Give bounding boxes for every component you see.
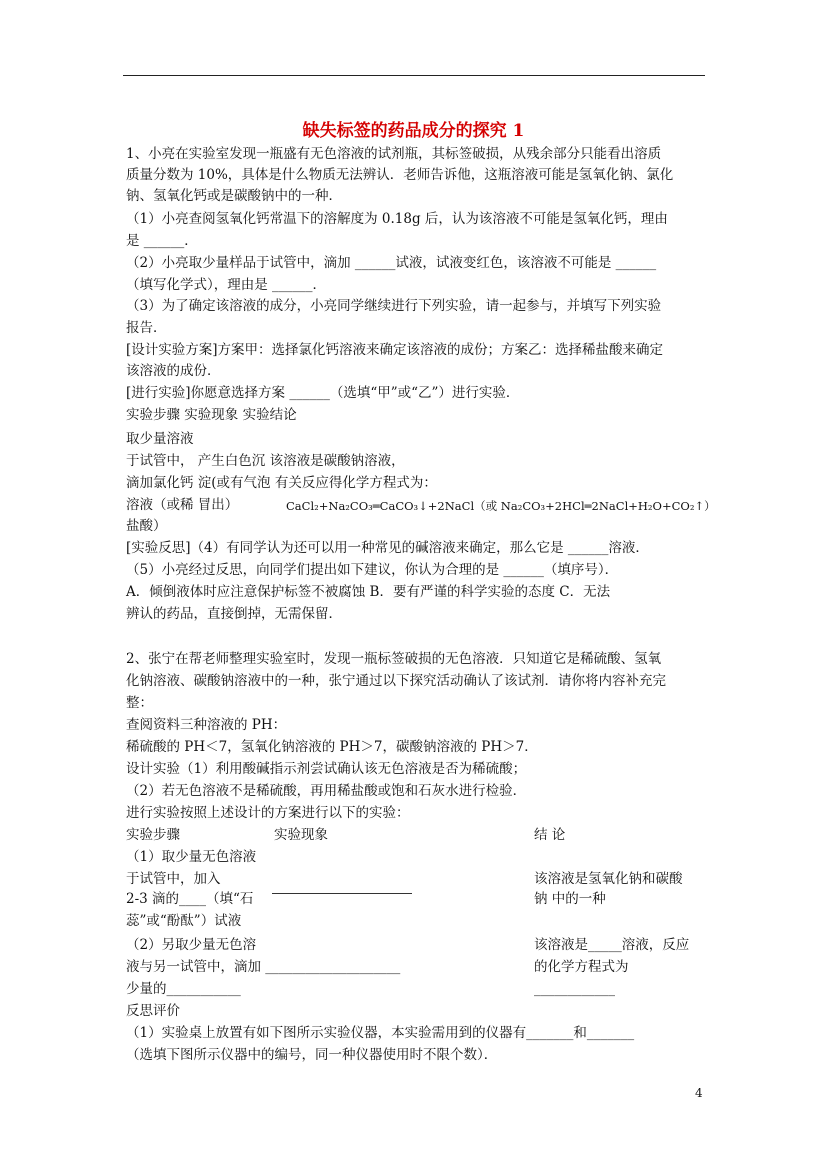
- q2-header-phenomenon: 实验现象: [274, 827, 328, 843]
- q1-line-9: 报告．: [126, 320, 167, 336]
- q2-line-1: 2、张宁在帮老师整理实验室时，发现一瓶标签破损的无色溶液．只知道它是稀硫酸、氢氧: [126, 651, 662, 667]
- q2-header-conclusion: 结 论: [534, 827, 566, 843]
- q1-table-row-5: 盐酸）: [126, 518, 167, 534]
- q1-table-row-3: 滴加氯化钙 淀(或有气泡 有关反应得化学方程式为：: [126, 475, 437, 491]
- q1-line-1: 1、小亮在实验室发现一瓶盛有无色溶液的试剂瓶，其标签破损，从残余部分只能看出溶质: [126, 146, 662, 162]
- q2-line-4: 查阅资料三种溶液的 PH：: [126, 717, 287, 733]
- q1-line-12: [进行实验]你愿意选择方案 ______（选填“甲”或“乙”）进行实验．: [126, 385, 520, 401]
- q2-row2-conclusion-3: ____________: [534, 981, 615, 997]
- page-title: 缺失标签的药品成分的探究 1: [302, 121, 525, 141]
- q2-line-7: （2）若无色溶液不是稀硫酸，再用稀盐酸或饱和石灰水进行检验．: [126, 783, 527, 799]
- q2-row1-b: 于试管中，加入: [126, 871, 221, 887]
- q1-line-7: （填写化学式），理由是 ______．: [126, 277, 327, 293]
- q2-row2-conclusion-1: 该溶液是_____溶液，反应: [534, 937, 690, 953]
- q2-line-2: 化钠溶液、碳酸钠溶液中的一种，张宁通过以下探究活动确认了该试剂．请你将内容补充完: [126, 673, 666, 689]
- q1-table-row-4a: 溶液（或稀 冒出）: [126, 497, 239, 513]
- q2-line-6: 设计实验（1）利用酸碱指示剂尝试确认该无色溶液是否为稀硫酸；: [126, 761, 527, 777]
- q2-row1-d: 蕊”或“酚酞”）试液: [126, 913, 242, 929]
- answer-blank-line: [272, 893, 412, 894]
- q2-row2-c: 少量的___________: [126, 981, 241, 997]
- q2-header-step: 实验步骤: [126, 827, 180, 843]
- q1-line-suggest: （5）小亮经过反思，向同学们提出如下建议，你认为合理的是 ______（填序号）．: [126, 562, 619, 578]
- chemical-equation: CaCl₂+Na₂CO₃═CaCO₃↓+2NaCl（或 Na₂CO₃+2HCl═2NaCl+H₂O+CO₂↑）: [286, 499, 716, 513]
- q1-line-5: 是 ______．: [126, 233, 198, 249]
- q1-line-11: 该溶液的成份．: [126, 363, 221, 379]
- q1-line-4: （1）小亮查阅氢氧化钙常温下的溶解度为 0.18g 后，认为该溶液不可能是氢氧化钙，理由: [126, 211, 668, 227]
- q2-line-8: 进行实验按照上述设计的方案进行以下的实验：: [126, 805, 410, 821]
- q1-table-row-1: 取少量溶液: [126, 431, 194, 447]
- header-rule: [123, 75, 705, 76]
- q2-reflect-line-1: （1）实验桌上放置有如下图所示实验仪器，本实验需用到的仪器有_______和_______: [126, 1025, 635, 1041]
- q2-row2-a: （2）另取少量无色溶: [126, 937, 257, 953]
- q2-reflect-title: 反思评价: [126, 1003, 180, 1019]
- q1-line-6: （2）小亮取少量样品于试管中，滴加 ______试液，试液变红色，该溶液不可能是 ______: [126, 255, 657, 271]
- q1-options-line: A．倾倒液体时应注意保护标签不被腐蚀 B．要有严谨的科学实验的态度 C．无法: [126, 584, 611, 600]
- q2-line-5: 稀硫酸的 PH＜7，氢氧化钠溶液的 PH＞7，碳酸钠溶液的 PH＞7．: [126, 739, 538, 755]
- q2-row1-a: （1）取少量无色溶液: [126, 849, 257, 865]
- q1-table-row-2: 于试管中， 产生白色沉 该溶液是碳酸钠溶液，: [126, 453, 405, 469]
- q1-options-line-2: 辨认的药品，直接倒掉，无需保留．: [126, 606, 342, 622]
- q1-line-10: [设计实验方案]方案甲：选择氯化钙溶液来确定该溶液的成份；方案乙：选择稀盐酸来确定: [126, 342, 664, 358]
- q1-line-3: 钠、氢氧化钙或是碳酸钠中的一种．: [126, 188, 342, 204]
- q2-row1-c: 2-3 滴的____（填“石: [126, 891, 254, 907]
- q1-line-8: （3）为了确定该溶液的成分，小亮同学继续进行下列实验，请一起参与，并填写下列实验: [126, 298, 662, 314]
- page-number: 4: [695, 1086, 703, 1100]
- q1-line-2: 质量分数为 10%，具体是什么物质无法辨认．老师告诉他，这瓶溶液可能是氢氧化钠、氯化: [126, 167, 674, 183]
- q1-table-header: 实验步骤 实验现象 实验结论: [126, 407, 297, 423]
- q2-line-3: 整：: [126, 695, 153, 711]
- q1-line-reflect: [实验反思]（4）有同学认为还可以用一种常见的碱溶液来确定，那么它是 ______溶液．: [126, 540, 649, 556]
- q2-row2-conclusion-2: 的化学方程式为: [534, 959, 629, 975]
- q2-row1-conclusion-2: 钠 中的一种: [534, 891, 606, 907]
- q2-row1-conclusion-1: 该溶液是氢氧化钠和碳酸: [534, 871, 683, 887]
- q2-row2-b: 液与另一试管中，滴加 ____________________: [126, 959, 401, 975]
- q2-reflect-line-2: （选填下图所示仪器中的编号，同一种仪器使用时不限个数）．: [126, 1047, 498, 1063]
